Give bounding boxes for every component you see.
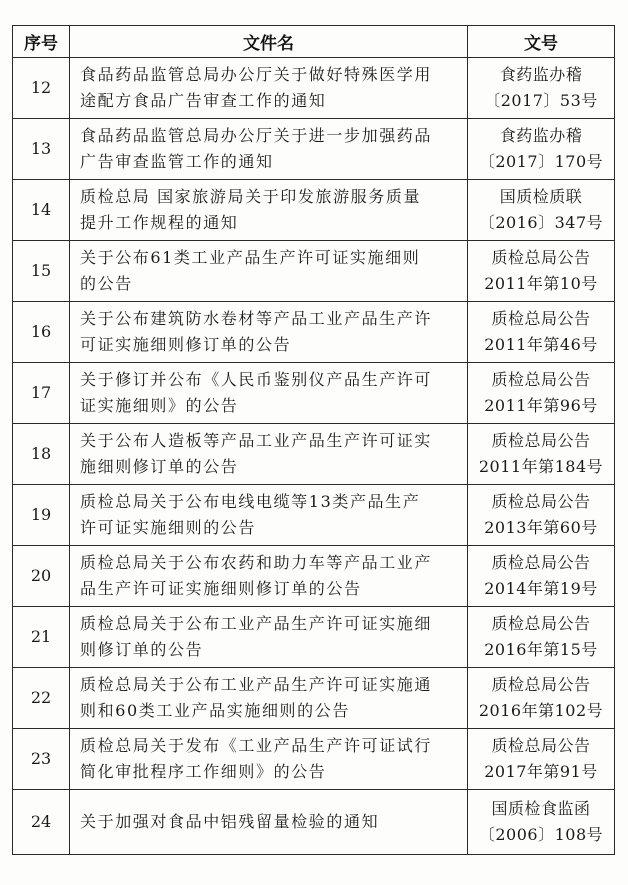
document-number-line: 2013年第60号 (484, 518, 598, 537)
file-name-line: 的公告 (80, 274, 133, 293)
serial-number-cell: 13 (13, 119, 70, 180)
serial-number-cell: 18 (13, 424, 70, 485)
file-name-line: 广告审查监管工作的通知 (80, 152, 274, 171)
file-name-line: 施细则修订单的公告 (80, 457, 239, 476)
document-number-line: 食药监办稽 (499, 65, 583, 84)
serial-number-cell: 14 (13, 180, 70, 241)
document-number-line: 质检总局公告 (491, 309, 591, 328)
file-name-line: 关于加强对食品中铝残留量检验的通知 (80, 812, 380, 831)
document-number-cell (468, 58, 615, 119)
document-number-line: 2016年第15号 (484, 640, 598, 659)
file-name-line: 质检总局关于发布《工业产品生产许可证试行 (80, 736, 433, 755)
serial-number-cell: 21 (13, 607, 70, 668)
file-name-line: 则修订单的公告 (80, 640, 204, 659)
table-row (13, 729, 615, 790)
document-number-line: 质检总局公告 (491, 370, 591, 389)
file-name-cell (70, 363, 468, 424)
header-document-number: 文号 (468, 26, 615, 58)
header-file-name: 文件名 (70, 26, 468, 58)
document-number-line: 〔2006〕108号 (478, 825, 604, 844)
table-row (13, 241, 615, 302)
document-number-line: 质检总局公告 (491, 431, 591, 450)
file-name-line: 可证实施细则修订单的公告 (80, 335, 292, 354)
file-name-line: 途配方食品广告审查工作的通知 (80, 91, 327, 110)
serial-number-cell: 19 (13, 485, 70, 546)
serial-number-cell: 24 (13, 790, 70, 855)
file-name-line: 质检总局关于公布农药和助力车等产品工业产 (80, 553, 433, 572)
table-row (13, 363, 615, 424)
document-number-line: 国质检食监函 (491, 799, 591, 818)
file-name-line: 质检总局关于公布工业产品生产许可证实施细 (80, 614, 433, 633)
document-number-cell (468, 363, 615, 424)
document-number-cell (468, 302, 615, 363)
serial-number-cell: 23 (13, 729, 70, 790)
document-number-line: 2014年第19号 (484, 579, 598, 598)
file-name-cell (70, 668, 468, 729)
file-name-cell (70, 790, 468, 855)
file-name-line: 关于修订并公布《人民币鉴别仪产品生产许可 (80, 370, 433, 389)
document-number-cell (468, 668, 615, 729)
file-name-line: 食品药品监管总局办公厅关于做好特殊医学用 (80, 65, 433, 84)
table-body (13, 58, 615, 855)
document-number-line: 质检总局公告 (491, 614, 591, 633)
document-number-line: 〔2017〕53号 (484, 91, 598, 110)
document-number-line: 质检总局公告 (491, 492, 591, 511)
table-row (13, 180, 615, 241)
file-name-cell (70, 58, 468, 119)
table-header-row (13, 26, 615, 58)
document-list-table (12, 25, 615, 855)
file-name-cell (70, 729, 468, 790)
file-name-line: 关于公布61类工业产品生产许可证实施细则 (80, 248, 421, 267)
document-number-cell (468, 119, 615, 180)
file-name-line: 提升工作规程的通知 (80, 213, 239, 232)
document-number-cell (468, 485, 615, 546)
document-number-line: 质检总局公告 (491, 675, 591, 694)
table-row (13, 485, 615, 546)
file-name-line: 许可证实施细则的公告 (80, 518, 257, 537)
document-number-line: 食药监办稽 (499, 126, 583, 145)
document-number-cell (468, 546, 615, 607)
file-name-cell (70, 180, 468, 241)
document-number-cell (468, 607, 615, 668)
file-name-cell (70, 424, 468, 485)
document-number-line: 质检总局公告 (491, 553, 591, 572)
table-row (13, 790, 615, 855)
document-number-line: 〔2017〕170号 (478, 152, 604, 171)
document-number-line: 质检总局公告 (491, 248, 591, 267)
file-name-cell (70, 607, 468, 668)
file-name-cell (70, 119, 468, 180)
serial-number-cell: 17 (13, 363, 70, 424)
file-name-line: 简化审批程序工作细则》的公告 (80, 762, 327, 781)
file-name-line: 质检总局关于公布工业产品生产许可证实施通 (80, 675, 433, 694)
document-number-line: 2017年第91号 (484, 762, 598, 781)
document-number-line: 2011年第46号 (484, 335, 598, 354)
file-name-line: 品生产许可证实施细则修订单的公告 (80, 579, 362, 598)
serial-number-cell: 16 (13, 302, 70, 363)
serial-number-cell: 12 (13, 58, 70, 119)
table-row (13, 546, 615, 607)
file-name-line: 食品药品监管总局办公厅关于进一步加强药品 (80, 126, 433, 145)
file-name-cell (70, 241, 468, 302)
document-number-line: 2011年第10号 (484, 274, 598, 293)
document-number-cell (468, 790, 615, 855)
document-number-line: 2011年第96号 (484, 396, 598, 415)
document-number-cell (468, 180, 615, 241)
document-number-line: 国质检质联 (499, 187, 583, 206)
file-name-line: 关于公布人造板等产品工业产品生产许可证实 (80, 431, 433, 450)
file-name-cell (70, 302, 468, 363)
document-number-line: 〔2016〕347号 (478, 213, 604, 232)
table-row (13, 668, 615, 729)
table-row (13, 119, 615, 180)
serial-number-cell: 20 (13, 546, 70, 607)
file-name-line: 证实施细则》的公告 (80, 396, 239, 415)
file-name-cell (70, 485, 468, 546)
file-name-line: 则和60类工业产品实施细则的公告 (80, 701, 350, 720)
document-number-cell (468, 241, 615, 302)
document-number-cell (468, 424, 615, 485)
document-number-cell (468, 729, 615, 790)
file-name-line: 质检总局 国家旅游局关于印发旅游服务质量 (80, 187, 422, 206)
file-name-line: 质检总局关于公布电线电缆等13类产品生产 (80, 492, 421, 511)
document-number-line: 2016年第102号 (478, 701, 604, 720)
header-serial-number: 序号 (13, 26, 70, 58)
serial-number-cell: 15 (13, 241, 70, 302)
document-number-line: 2011年第184号 (478, 457, 604, 476)
file-name-cell (70, 546, 468, 607)
table-row (13, 302, 615, 363)
serial-number-cell: 22 (13, 668, 70, 729)
table-row (13, 424, 615, 485)
document-number-line: 质检总局公告 (491, 736, 591, 755)
table-row (13, 58, 615, 119)
table-row (13, 607, 615, 668)
file-name-line: 关于公布建筑防水卷材等产品工业产品生产许 (80, 309, 433, 328)
